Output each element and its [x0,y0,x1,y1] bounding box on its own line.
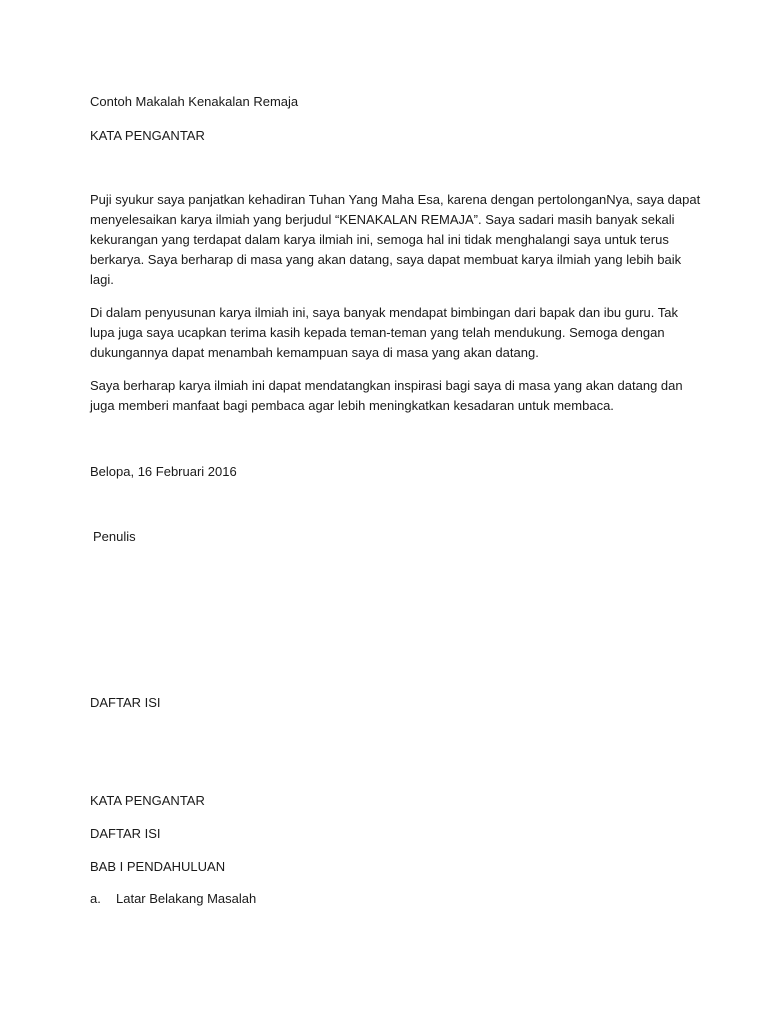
paragraph-line: lupa juga saya ucapkan terima kasih kepada teman-teman yang telah mendukung. Semoga dengan [90,325,665,340]
toc-sub-item-label: Latar Belakang Masalah [116,891,257,906]
toc-heading: DAFTAR ISI [90,695,161,710]
paragraph-1 [90,190,701,290]
paragraph-line: Di dalam penyusunan karya ilmiah ini, saya banyak mendapat bimbingan dari bapak dan ibu guru. Tak [90,305,679,320]
paragraph-3 [90,376,683,416]
author-signature-label: Penulis [93,529,136,544]
paragraph-line: menyelesaikan karya ilmiah yang berjudul “KENAKALAN REMAJA”. Saya sadari masih banyak sekali [90,212,675,227]
place-date: Belopa, 16 Februari 2016 [90,464,237,479]
list-marker: a. [90,891,101,906]
paragraph-line: Puji syukur saya panjatkan kehadiran Tuhan Yang Maha Esa, karena dengan pertolonganNya, saya dapat [90,192,701,207]
paragraph-line: berkarya. Saya berharap di masa yang akan datang, saya dapat membuat karya ilmiah yang lebih baik [90,252,682,267]
paragraph-line: Saya berharap karya ilmiah ini dapat mendatangkan inspirasi bagi saya di masa yang akan datang dan [90,378,683,393]
toc-item-daftar-isi: DAFTAR ISI [90,826,161,841]
paragraph-line: juga memberi manfaat bagi pembaca agar lebih meningkatkan kesadaran untuk membaca. [90,398,614,413]
paragraph-line: lagi. [90,272,114,287]
document-title: Contoh Makalah Kenakalan Remaja [90,94,299,109]
paragraph-line: kekurangan yang terdapat dalam karya ilmiah ini, semoga hal ini tidak menghalangi saya untuk terus [90,232,669,247]
toc-item-bab-1: BAB I PENDAHULUAN [90,859,226,874]
toc-item-kata-pengantar: KATA PENGANTAR [90,793,205,808]
toc-sub-item-latar-belakang [90,889,256,909]
section-heading-kata-pengantar: KATA PENGANTAR [90,128,205,143]
paragraph-2 [90,303,679,363]
paragraph-line: dukungannya dapat menambah kemampuan saya di masa yang akan datang. [90,345,539,360]
